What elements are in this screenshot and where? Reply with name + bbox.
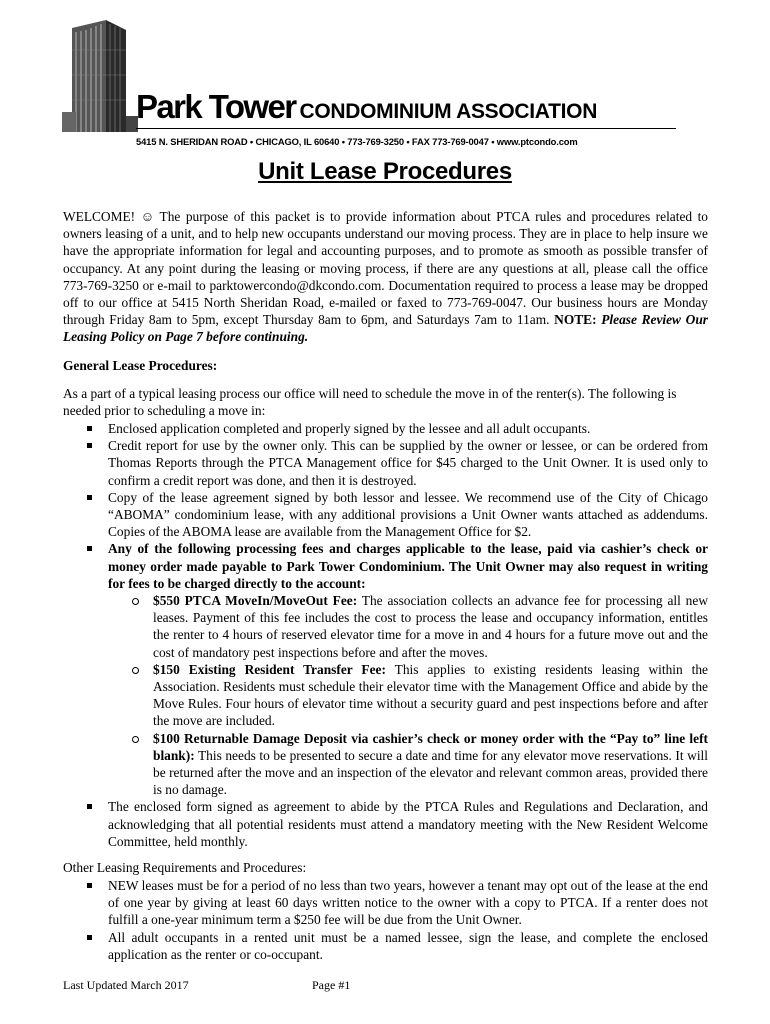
list-item: Enclosed application completed and properly signed by the lessee and all adult occupants.: [63, 420, 708, 437]
list-item: NEW leases must be for a period of no less than two years, however a tenant may opt out of the lease at the end of one year by giving at least 60 days written notice to the owner with a copy to PTCA. If a renter does not fulfill a one-year minimum term a $250 fee will be due from the Unit Owner.: [63, 877, 708, 929]
general-list: [63, 420, 708, 850]
footer-updated: Last Updated March 2017: [63, 978, 189, 992]
list-item: Credit report for use by the owner only. This can be supplied by the owner or lessee, or can be ordered from Thomas Reports through the PTCA Management office for $45 charged to the Unit Owner. It is used only to confirm a credit report was done, and then it is destroyed.: [63, 437, 708, 489]
intro-text: WELCOME! ☺ The purpose of this packet is to provide information about PTCA rules and procedures related to owners leasing of a unit, and to help new occupants understand our moving process. They are in place to help insure we have the appropriate information for legal and accounting purposes, and to promote as smooth as possible transfer of occupancy. At any point during the leasing or moving process, if there are any questions at all, please call the office 773-769-3250 or e-mail to parktowercondo@dkcondo.com. Documentation required to process a lease may be dropped off to our office at 5415 North Sheridan Road, e-mailed or faxed to 773-769-0047. Our business hours are Monday through Friday 8am to 5pm, except Thursday 8am to 6pm, and Saturdays 7am to 11am.: [63, 209, 708, 328]
general-lead: As a part of a typical leasing process our office will need to schedule the move in of the renter(s). The following is needed prior to scheduling a move in:: [63, 386, 677, 419]
fee-item: [63, 661, 708, 730]
list-item: [63, 540, 708, 798]
brand-subtitle: CONDOMINIUM ASSOCIATION: [299, 100, 598, 123]
page-number: Page #1: [312, 978, 351, 992]
fee-item: [63, 730, 708, 799]
page-title: Unit Lease Procedures: [258, 158, 512, 185]
list-item: The enclosed form signed as agreement to abide by the PTCA Rules and Regulations and Declaration, and acknowledging that all potential residents must attend a mandatory meeting with the New Resident Welcome Committee, held monthly.: [63, 798, 708, 850]
address-line: 5415 N. SHERIDAN ROAD • CHICAGO, IL 60640 • 773-769-3250 • FAX 773-769-0047 • www.ptcondo.com: [136, 136, 578, 147]
fee-text: This applies to existing residents leasing within the Association. Residents must schedule their elevator time with the Management Office and abide by the Move Rules. Four hours of elevator time without a security guard and pest inspections before and after the move are included.: [153, 661, 708, 729]
intro-paragraph: [63, 208, 708, 346]
list-item: All adult occupants in a rented unit must be a named lessee, sign the lease, and complete the enclosed application as the renter or co-occupant.: [63, 929, 708, 963]
other-heading: Other Leasing Requirements and Procedures:: [63, 860, 307, 875]
general-heading: General Lease Procedures:: [63, 358, 218, 373]
other-list: [63, 877, 708, 963]
association-name: [136, 88, 676, 132]
fee-text: This needs to be presented to secure a date and time for any elevator move reservations. It will be returned after the move and an inspection of the elevator and relevant common areas, provided there is no damage.: [153, 747, 708, 798]
header-divider: [136, 128, 676, 129]
fee-label: $150 Existing Resident Transfer Fee:: [153, 661, 386, 677]
brand-name: Park Tower: [136, 88, 296, 125]
fee-text: The association collects an advance fee for processing all new leases. Payment of this fee includes the cost to process the lease and occupancy information, entitles the renter to 4 hours of reserved elevator time for a move in and 4 hours for a future move out and the cost of mandatory pest inspections before and after the moves.: [153, 593, 708, 660]
fee-label: $550 PTCA MoveIn/MoveOut Fee:: [153, 593, 358, 609]
note-label: NOTE:: [554, 312, 597, 328]
fee-item: [63, 592, 708, 661]
fee-label: $100 Returnable Damage Deposit via cashier’s check or money order with the “Pay to” line left blank):: [153, 730, 708, 763]
note-text: Please Review Our Leasing Policy on Page 7 before continuing.: [63, 312, 708, 345]
fees-intro: Any of the following processing fees and charges applicable to the lease, paid via cashier’s check or money order made payable to Park Tower Condominium. The Unit Owner may also request in writing for fees to be charged directly to the account:: [108, 541, 708, 591]
list-item: Copy of the lease agreement signed by both lessor and lessee. We recommend use of the City of Chicago “ABOMA” condominium lease, with any additional provisions a Unit Owner wants attached as addendums. Copies of the ABOMA lease are available from the Management Office for $2.: [63, 489, 708, 541]
building-logo-icon: [62, 20, 138, 132]
